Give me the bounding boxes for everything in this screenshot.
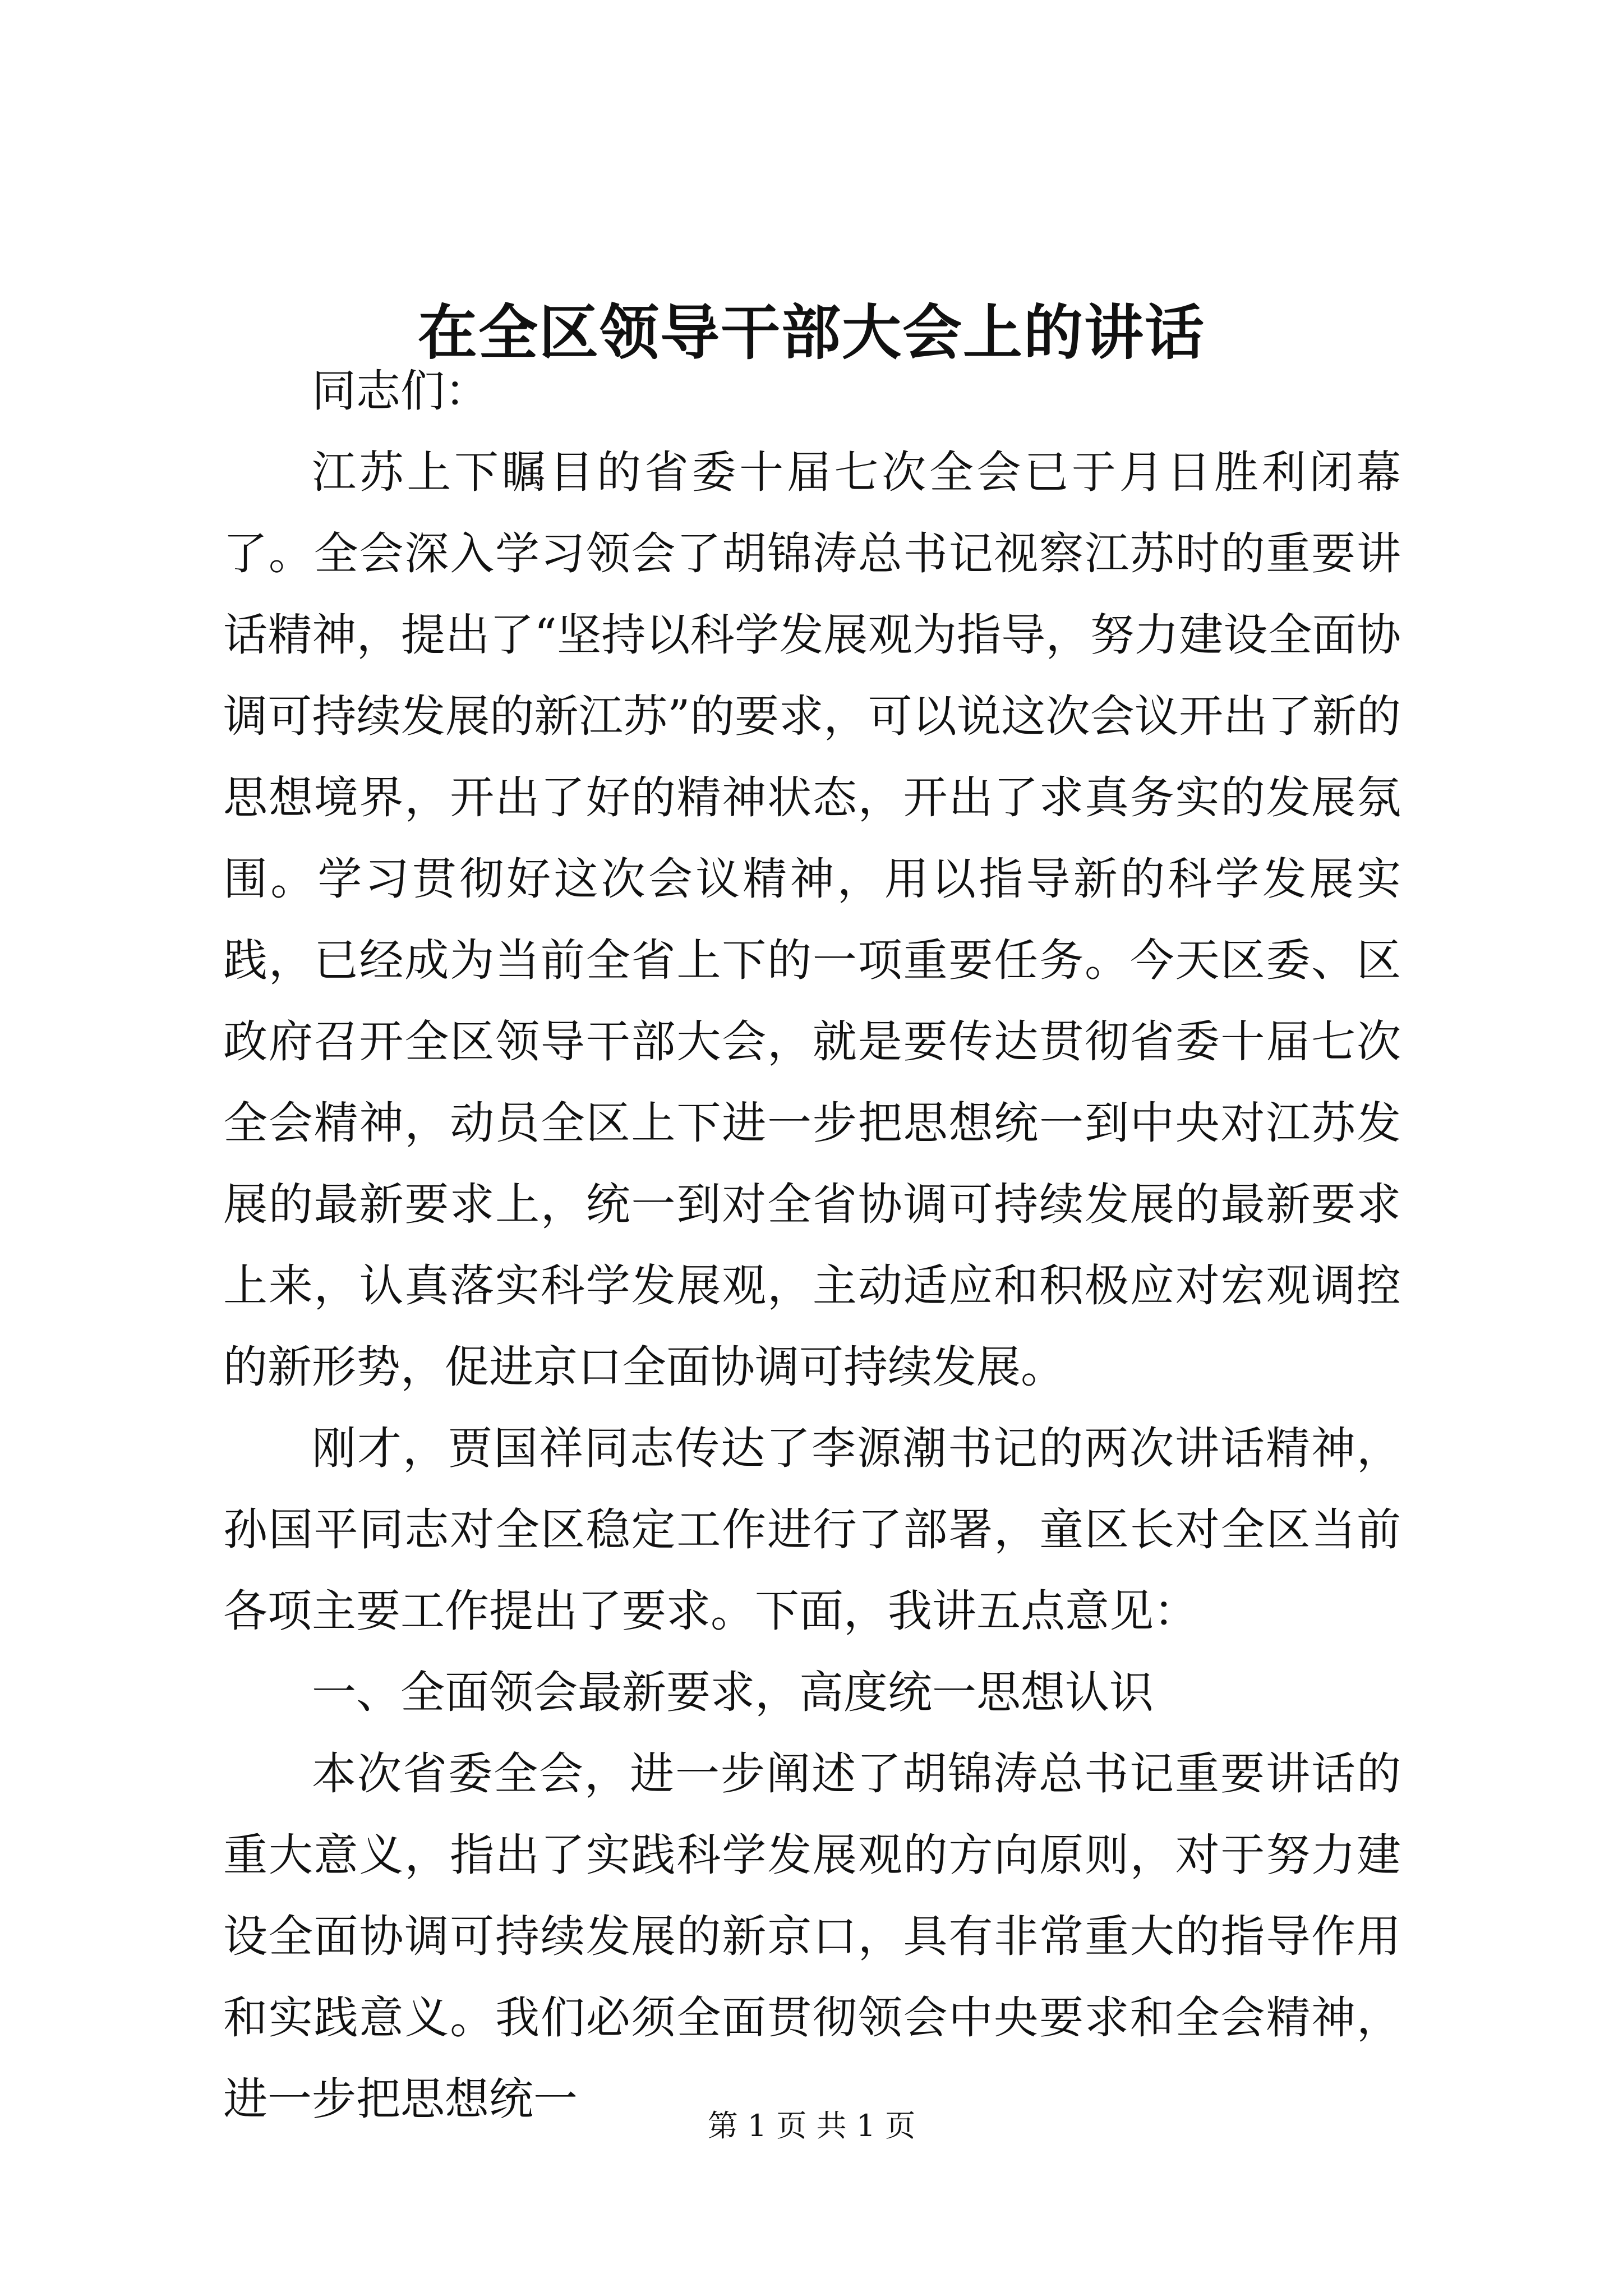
context-paragraph: 刚才，贾国祥同志传达了李源潮书记的两次讲话精神，孙国平同志对全区稳定工作进行了部署，童区长对全区当前各项主要工作提出了要求。下面，我讲五点意见：	[223, 1423, 1401, 1637]
intro-paragraph: 江苏上下瞩目的省委十届七次全会已于月日胜利闭幕了。全会深入学习领会了胡锦涛总书记视察江苏时的重要讲话精神，提出了“坚持以科学发展观为指导，努力建设全面协调可持续发展的新江苏”的要求，可以说这次会议开出了新的思想境界，开出了好的精神状态，开出了求真务实的发展氛围。学习贯彻好这次会议精神，用以指导新的科学发展实践，已经成为当前全省上下的一项重要任务。今天区委、区政府召开全区领导干部大会，就是要传达贯彻省委十届七次全会精神，动员全区上下进一步把思想统一到中央对江苏发展的最新要求上，统一到对全省协调可持续发展的最新要求上来，认真落实科学发展观，主动适应和积极应对宏观调控的新形势，促进京口全面协调可持续发展。	[223, 447, 1401, 1393]
salutation-paragraph: 同志们：	[312, 365, 489, 417]
page-number-footer: 第 1 页 共 1 页	[707, 2108, 916, 2143]
document-body	[223, 351, 1401, 2140]
section-body-paragraph: 本次省委全会，进一步阐述了胡锦涛总书记重要讲话的重大意义，指出了实践科学发展观的方向原则，对于努力建设全面协调可持续发展的新京口，具有非常重大的指导作用和实践意义。我们必须全面贯彻领会中央要求和全会精神，进一步把思想统一	[223, 1748, 1401, 2125]
document-title: 在全区领导干部大会上的讲话	[418, 297, 1205, 367]
section-heading: 一、全面领会最新要求，高度统一思想认识	[312, 1667, 1154, 1718]
